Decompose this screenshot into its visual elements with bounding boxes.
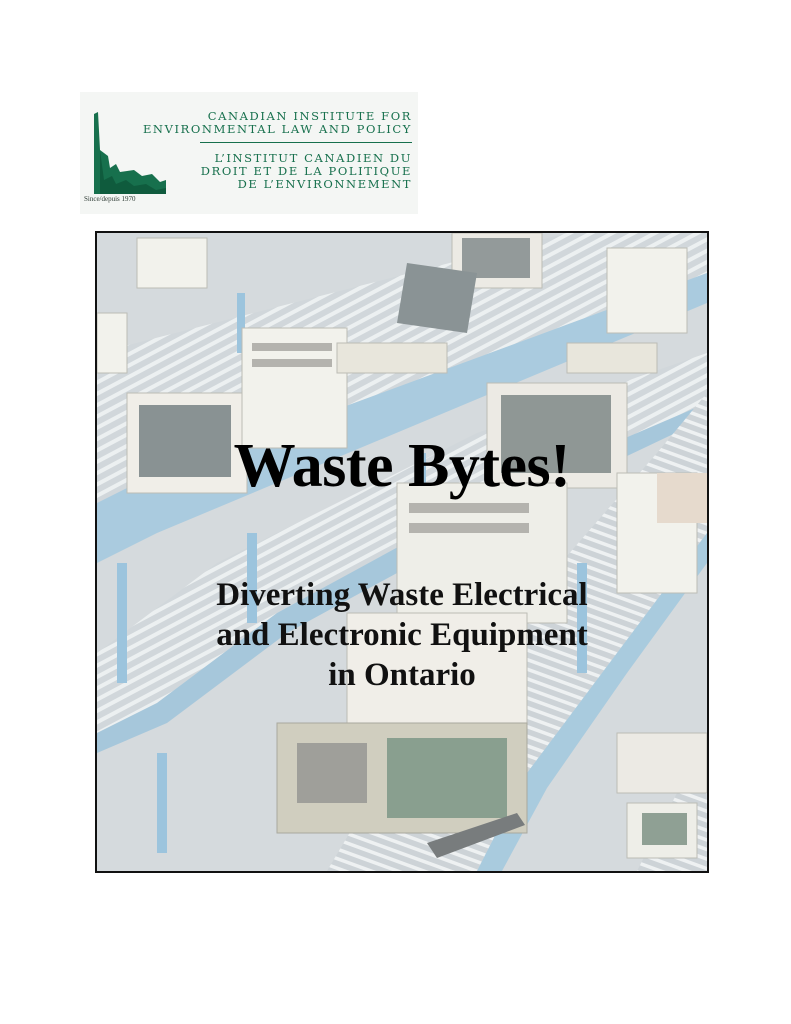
logo-fr-line-2: DROIT ET DE LA POLITIQUE <box>200 164 412 178</box>
image-wash <box>97 233 707 871</box>
cover-image <box>95 231 709 873</box>
logo-fr-line-1: L’INSTITUT CANADIEN DU <box>214 151 412 165</box>
subtitle-line-3: in Ontario <box>328 657 476 693</box>
subtitle-line-1: Diverting Waste Electrical <box>216 577 588 613</box>
subtitle-line-2: and Electronic Equipment <box>216 617 588 653</box>
logo-en-line-1: CANADIAN INSTITUTE FOR <box>207 109 412 123</box>
document-subtitle <box>97 575 707 695</box>
logo-english-name <box>143 110 412 136</box>
logo-french-name <box>201 152 412 191</box>
logo-fr-line-3: DE L’ENVIRONNEMENT <box>237 177 412 191</box>
logo-divider <box>200 142 412 143</box>
logo-en-line-2: ENVIRONMENTAL LAW AND POLICY <box>142 122 412 136</box>
logo-since-text: Since/depuis 1970 <box>84 195 136 203</box>
cielap-logo <box>80 92 418 214</box>
document-title: Waste Bytes! <box>233 432 571 500</box>
